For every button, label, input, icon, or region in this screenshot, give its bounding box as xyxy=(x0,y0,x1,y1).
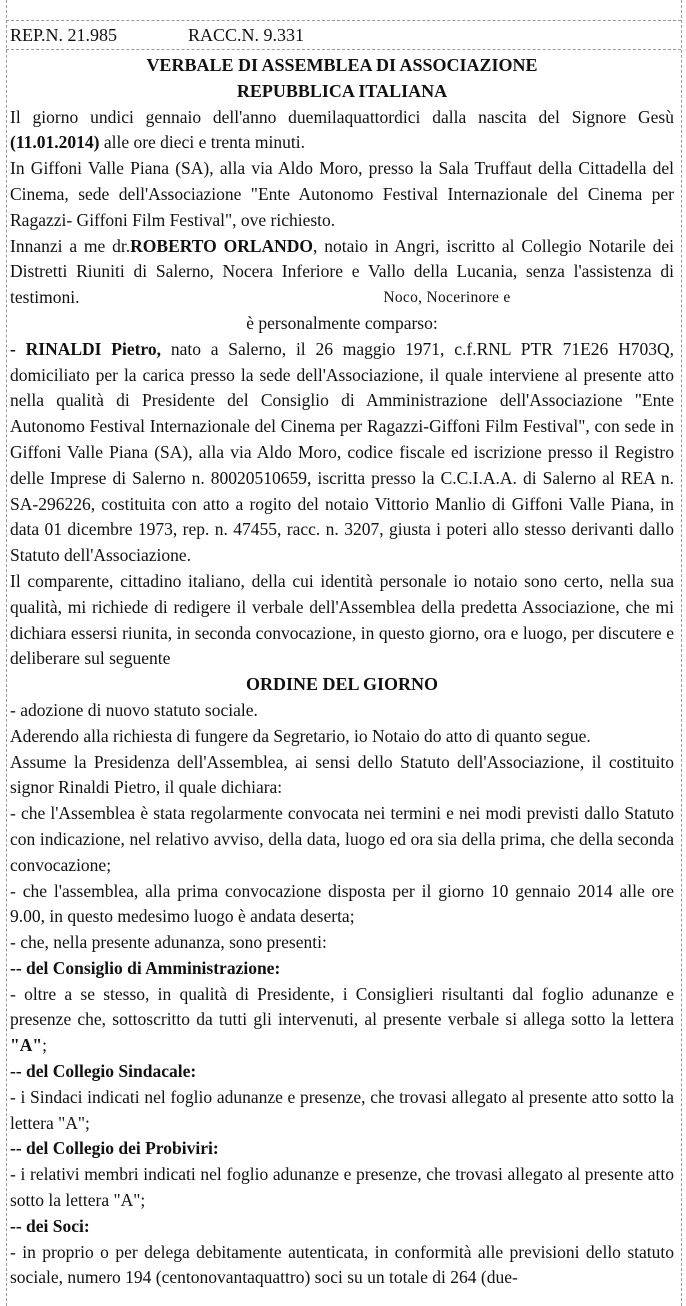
paragraph-comparente xyxy=(10,337,674,569)
date-numeric: (11.01.2014) xyxy=(10,132,100,153)
comparente-dash: - xyxy=(10,338,26,359)
comparente-name: RINALDI Pietro, xyxy=(25,338,162,359)
notary-name: ROBERTO ORLANDO xyxy=(130,235,314,256)
left-margin-rule xyxy=(6,0,7,1306)
paragraph-location: In Giffoni Valle Piana (SA), alla via Aldo Moro, presso la Sala Truffaut della Cittadella del Cinema, sede dell'Associazione "Ente Autonomo Festival Internazionale del Cinema per Ragazzi- Giffoni Film Festival", ove richiesto. xyxy=(10,158,674,230)
heading-members: -- dei Soci: xyxy=(10,1215,90,1236)
paragraph-board xyxy=(10,982,674,1059)
paragraph-members: - in proprio o per delega debitamente autenticata, in conformità alle previsioni dello statuto sociale, numero 194 (centonovantaquattro) soci su un totale di 264 (due- xyxy=(10,1241,674,1288)
heading-board: -- del Consiglio di Amministrazione: xyxy=(10,957,281,978)
heading-auditors: -- del Collegio Sindacale: xyxy=(10,1061,197,1082)
handwritten-margin-note: Noco, Nocerinore e xyxy=(383,288,511,306)
raccolta-number: RACC.N. 9.331 xyxy=(188,25,305,45)
declaration-present: - che, nella presente adunanza, sono presenti: xyxy=(10,932,327,953)
declaration-first-call: - che l'assemblea, alla prima convocazione disposta per il giorno 10 gennaio 2014 alle ore 9.00, in questo medesimo luogo è andata deserta; xyxy=(10,880,674,927)
date-text-2: alle ore dieci e trenta minuti. xyxy=(99,132,305,153)
board-text: - oltre a se stesso, in qualità di Presidente, i Consiglieri risultanti dal foglio adunanze e presenze che, sottoscritto da tutti gli intervenuti, al presente verbale si allega sotto la lettera xyxy=(10,983,674,1030)
paragraph-presidency: Assume la Presidenza dell'Assemblea, ai sensi dello Statuto dell'Associazione, il costituito signor Rinaldi Pietro, il quale dichiara: xyxy=(10,751,674,798)
board-text-end: ; xyxy=(42,1035,47,1056)
repertorio-number: REP.N. 21.985 xyxy=(10,25,118,45)
paragraph-auditors: - i Sindaci indicati nel foglio adunanze e presenze, che trovasi allegato al presente atto sotto la lettera "A"; xyxy=(10,1086,674,1133)
paragraph-arbitrators: - i relativi membri indicati nel foglio adunanze e presenze, che trovasi allegato al presente atto sotto la lettera "A"; xyxy=(10,1164,674,1211)
comparente-details: nato a Salerno, il 26 maggio 1971, c.f.RNL PTR 71E26 H703Q, domiciliato per la carica presso la sede dell'Associazione, il quale interviene al presente atto nella qualità di Presidente del Consiglio di Amministrazione dell'Associazione "Ente Autonomo Festival Internazionale del Cinema per Ragazzi-Giffoni Film Festival", con sede in Giffoni Valle Piana (SA), alla via Aldo Moro, codice fiscale ed iscrizione presso il Registro delle Imprese di Salerno n. 80020510659, iscritta presso la C.C.I.A.A. di Salerno al REA n. SA-296226, costituita con atto a rogito del notaio Vittorio Manlio di Giffoni Valle Piana, in data 01 dicembre 1973, rep. n. 47455, racc. n. 3207, giusta i poteri allo stesso derivanti dallo Statuto dell'Associazione. xyxy=(10,338,675,566)
heading-arbitrators: -- del Collegio dei Probiviri: xyxy=(10,1138,219,1159)
notary-intro: Innanzi a me dr. xyxy=(10,235,131,256)
board-attachment-letter: "A" xyxy=(10,1035,43,1056)
agenda-heading: ORDINE DEL GIORNO xyxy=(245,674,439,695)
header-rule xyxy=(6,49,681,50)
document-body xyxy=(10,53,674,1291)
comparso-line: è personalmente comparso: xyxy=(246,312,438,333)
declaration-convocation: - che l'Assemblea è stata regolarmente convocata nei termini e nei modi previsti dallo Statuto con indicazione, nel relativo avviso, della data, luogo ed ora sia della prima, che della seconda convocazione; xyxy=(10,803,674,875)
right-margin-rule xyxy=(681,0,682,1306)
document-title: VERBALE DI ASSEMBLEA DI ASSOCIAZIONE xyxy=(146,55,538,75)
paragraph-date xyxy=(10,105,674,157)
paragraph-request: Il comparente, cittadino italiano, della cui identità personale io notaio sono certo, nella sua qualità, mi richiede di redigere il verbale dell'Assemblea della predetta Associazione, che mi dichiara essersi riunita, in seconda convocazione, in questo giorno, ora e luogo, per discutere e deliberare sul seguente xyxy=(10,570,674,669)
paragraph-secretary: Aderendo alla richiesta di fungere da Segretario, io Notaio do atto di quanto segue. xyxy=(10,725,591,746)
date-text-1: Il giorno undici gennaio dell'anno duemilaquattordici dalla nascita del Signore Gesù xyxy=(10,106,674,127)
top-rule xyxy=(6,20,681,21)
notary-text: , notaio in Angri, iscritto al Collegio Notarile dei Distretti Riuniti di Salerno, Nocera Inferiore e Vallo della Lucania, senza l'assistenza di testimoni. xyxy=(10,235,674,308)
document-subtitle: REPUBBLICA ITALIANA xyxy=(236,80,448,101)
agenda-item: - adozione di nuovo statuto sociale. xyxy=(10,699,258,720)
